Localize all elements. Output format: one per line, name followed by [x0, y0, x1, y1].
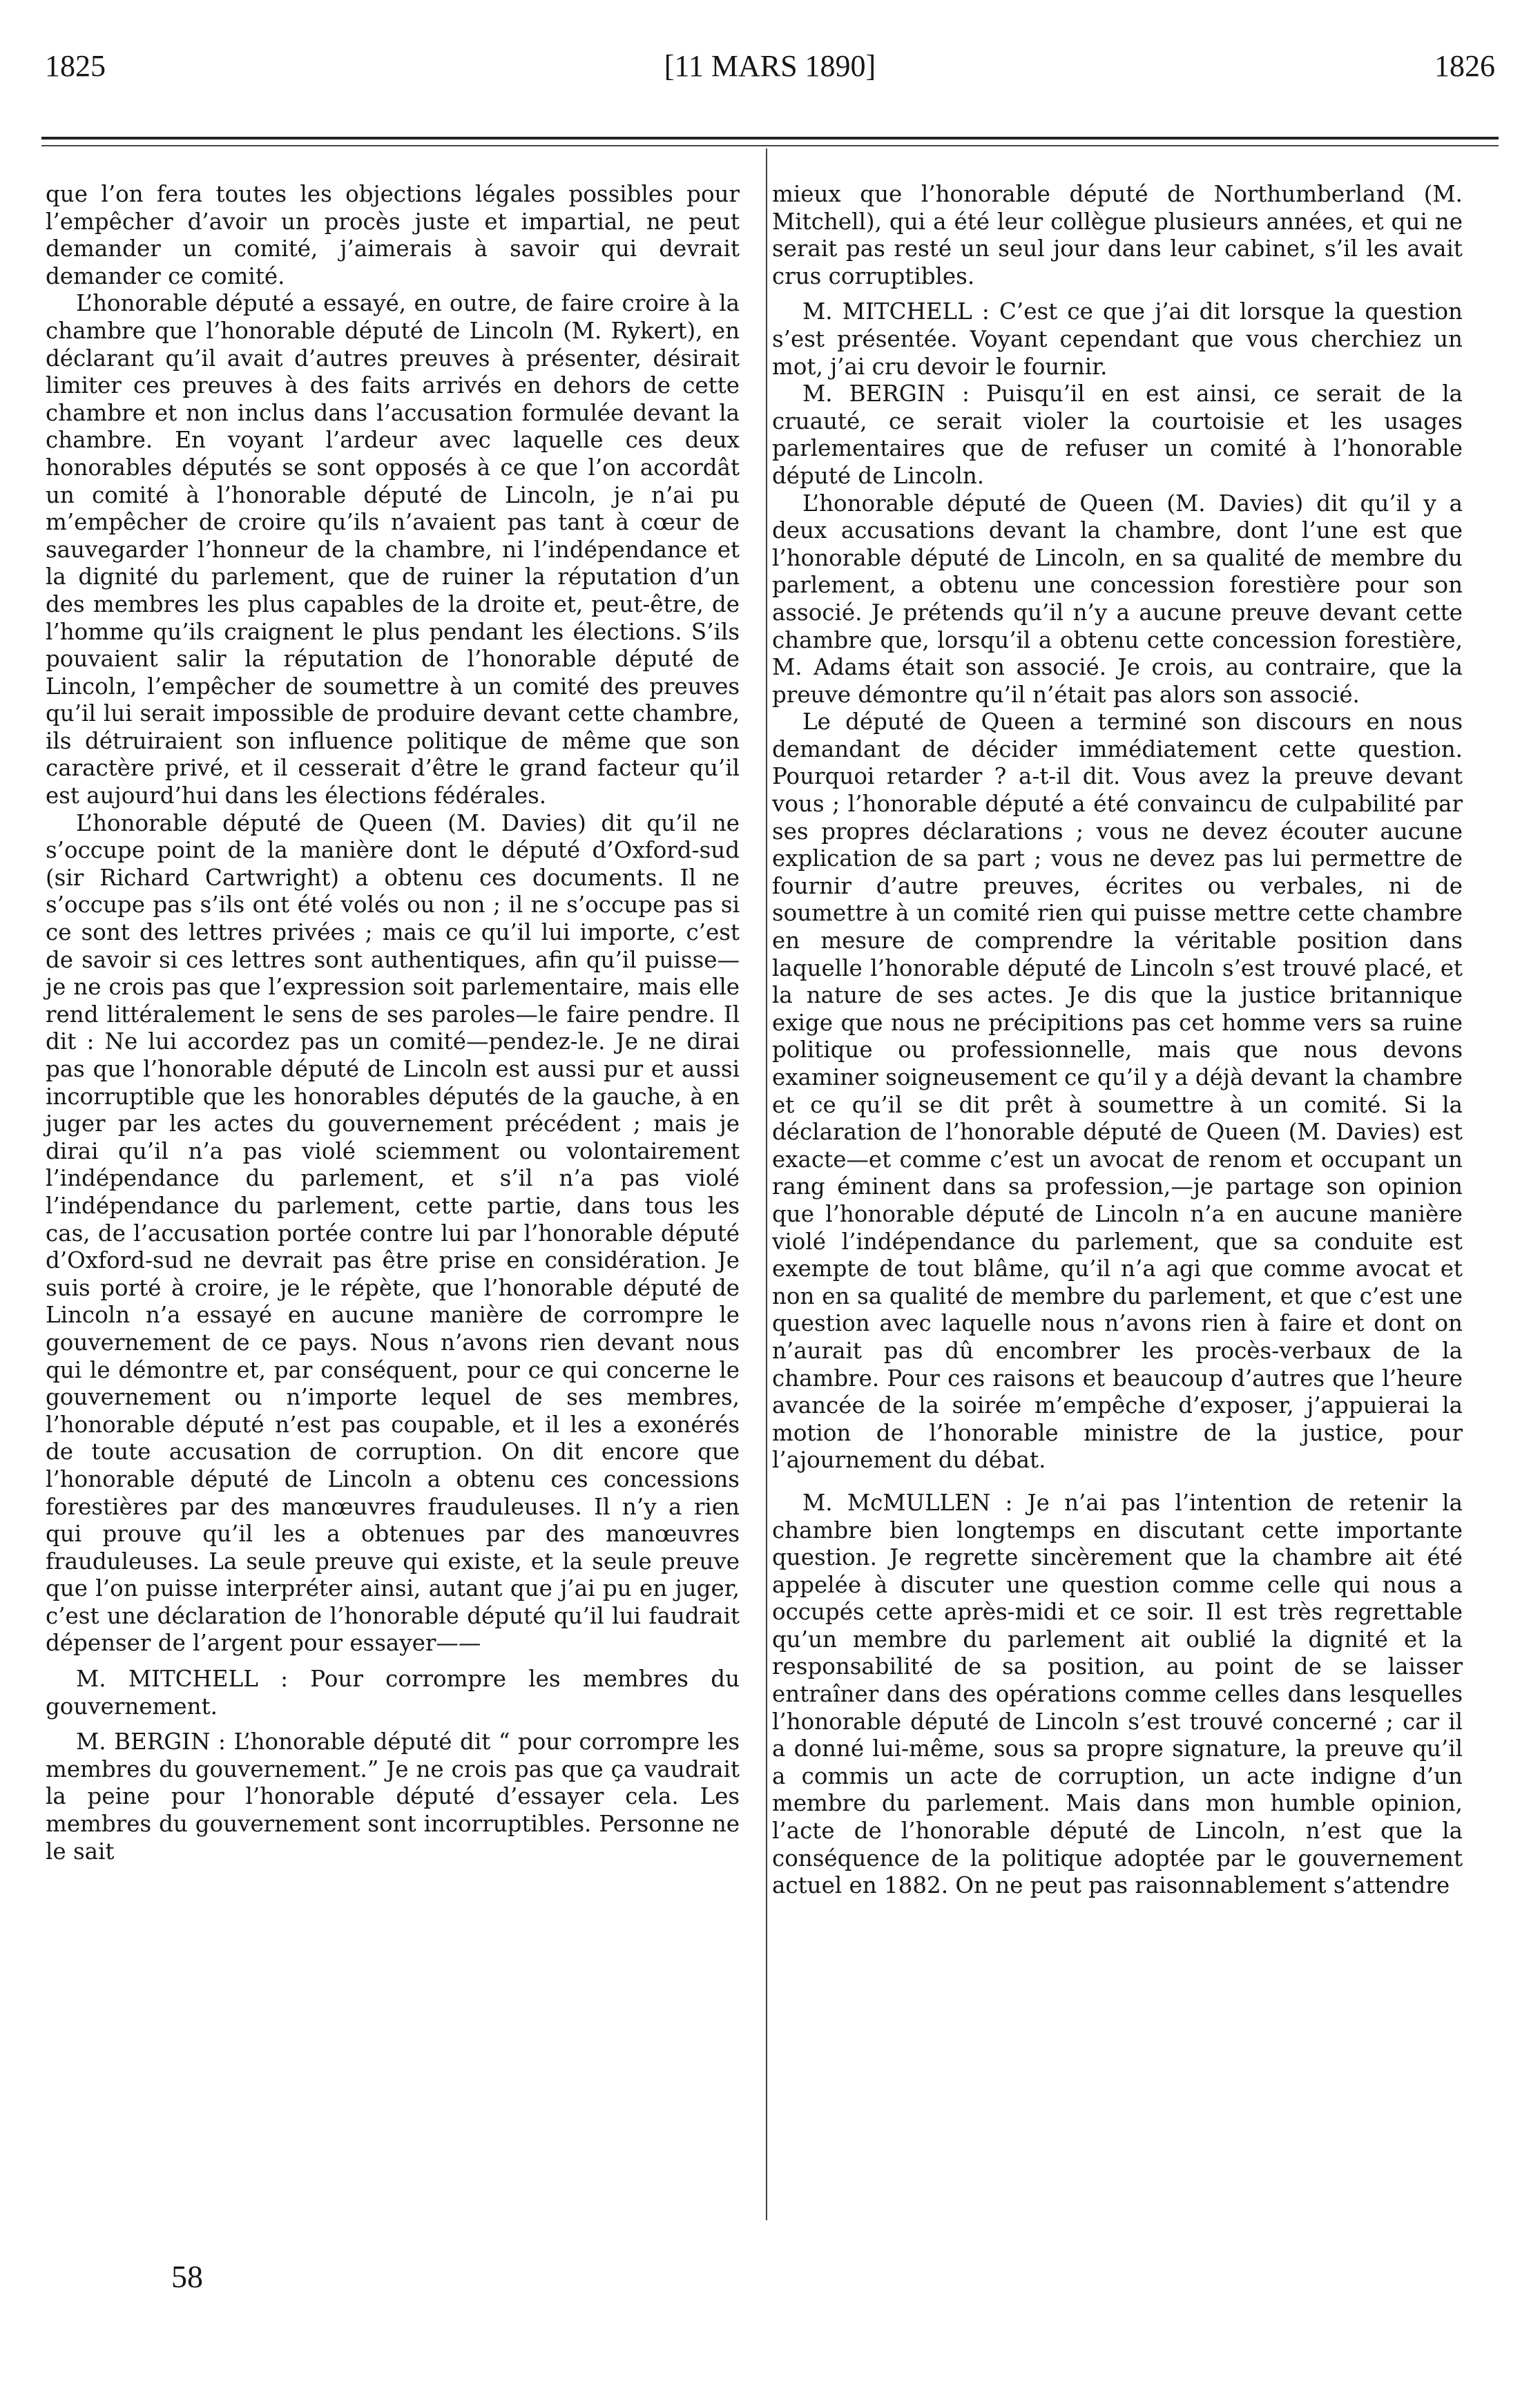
footer-page-number: 58	[171, 2259, 203, 2294]
right-page-number: 1826	[1434, 49, 1495, 83]
speaker-paragraph: M. BERGIN : L’honorable député dit “ pour corrompre les membres du gouvernement.” Je ne crois pas que ça vaudrait la peine pour l’honorable député d’essayer cela. Les membres du gouvernement sont incorruptibles. Personne ne le sait	[46, 1729, 740, 1865]
paragraph: L’honorable député de Queen (M. Davies) dit qu’il ne s’occupe point de la manière dont le député d’Oxford-sud (sir Richard Cartwright) a obtenu ces documents. Il ne s’occupe pas s’ils ont été volés ou non ; il ne s’occupe pas si ce sont des lettres privées ; mais ce qu’il lui importe, c’est de savoir si ces lettres sont authentiques, afin qu’il puisse—je ne crois pas que l’expression soit parlementaire, mais elle rend littéralement le sens de ses paroles—le faire pendre. Il dit : Ne lui accordez pas un comité—pendez-le. Je ne dirai pas que l’honorable député de Lincoln est aussi pur et aussi incorruptible que les honorables députés de la gauche, à en juger par les actes du gouvernement précédent ; mais je dirai qu’il n’a pas violé sciemment ou volontairement l’indépendance du parlement, et s’il n’a pas violé l’indépendance du parlement, cette partie, dans tous les cas, de l’accusation portée contre lui par l’honorable député d’Oxford-sud ne devrait pas être prise en considération. Je suis porté à croire, je le répète, que l’honorable député de Lincoln n’a essayé en aucune manière de corrompre le gouvernement de ce pays. Nous n’avons rien devant nous qui le démontre et, par conséquent, pour ce qui concerne le gouvernement ou n’importe lequel de ses membres, l’honorable député n’est pas coupable, et il les a exonérés de toute accusation de corruption. On dit encore que l’honorable député de Lincoln a obtenu ces concessions forestières par des manœuvres frauduleuses. Il n’y a rien qui prouve qu’il les a obtenues par des manœuvres frauduleuses. La seule preuve qui existe, et la seule preuve que l’on puisse interpréter ainsi, autant que j’ai pu en juger, c’est une déclaration de l’honorable député qu’il lui faudrait dépenser de l’argent pour essayer——	[46, 809, 740, 1657]
header-rule-thick	[41, 137, 1499, 139]
column-divider	[766, 148, 767, 2220]
header-rule-thin	[41, 145, 1499, 146]
paragraph: L’honorable député de Queen (M. Davies) dit qu’il y a deux accusations devant la chambre, dont l’une est que l’honorable député de Lincoln, en sa qualité de membre du parlement, a obtenu une concession forestière pour son associé. Je prétends qu’il n’y a aucune preuve devant cette chambre que, lorsqu’il a obtenu cette concession forestière, M. Adams était son associé. Je crois, au contraire, que la preuve démontre qu’il n’était pas alors son associé.	[772, 490, 1463, 708]
page-header	[38, 48, 1502, 97]
speaker-paragraph: M. MITCHELL : C’est ce que j’ai dit lorsque la question s’est présentée. Voyant cependant que vous cherchiez un mot, j’ai cru devoir le fournir.	[772, 298, 1463, 380]
right-column	[772, 181, 1463, 1900]
speaker-paragraph: M. MITCHELL : Pour corrompre les membres du gouvernement.	[46, 1666, 740, 1720]
left-column	[46, 181, 740, 1865]
paragraph: que l’on fera toutes les objections légales possibles pour l’empêcher d’avoir un procès juste et impartial, ne peut demander un comité, j’aimerais à savoir qui devrait demander ce comité.	[46, 181, 740, 289]
paragraph: Le député de Queen a terminé son discours en nous demandant de décider immédiatement cette question. Pourquoi retarder ? a-t-il dit. Vous avez la preuve devant vous ; l’honorable député a été convaincu de culpabilité par ses propres déclarations ; vous ne devez écouter aucune explication de sa part ; vous ne devez pas lui permettre de fournir d’autre preuves, écrites ou verbales, ni de soumettre à un comité rien qui puisse mettre cette chambre en mesure de comprendre la véritable position dans laquelle l’honorable député de Lincoln s’est trouvé placé, et la nature de ses actes. Je dis que la justice britannique exige que nous ne précipitions pas cet homme vers sa ruine politique ou professionnelle, mais que nous devons examiner soigneusement ce qu’il y a déjà devant la chambre et ce qu’il se dit prêt à soumettre à un comité. Si la déclaration de l’honorable député de Queen (M. Davies) est exacte—et comme c’est un avocat de renom et occupant un rang éminent dans sa profession,—je partage son opinion que l’honorable député de Lincoln n’a en aucune manière violé l’indépendance du parlement, que sa conduite est exempte de tout blâme, qu’il n’a agi que comme avocat et non en sa qualité de membre du parlement, et que c’est une question avec laquelle nous n’avons rien à faire et dont on n’aurait pas dû encombrer les procès-verbaux de la chambre. Pour ces raisons et beaucoup d’autres que l’heure avancée de la soirée m’empêche d’exposer, j’appuierai la motion de l’honorable ministre de la justice, pour l’ajournement du débat.	[772, 709, 1463, 1474]
speaker-paragraph: M. McMULLEN : Je n’ai pas l’intention de retenir la chambre bien longtemps en discutant cette importante question. Je regrette sincèrement que la chambre ait été appelée à discuter une question comme celle qui nous a occupés cette après-midi et ce soir. Il est très regrettable qu’un membre du parlement ait oublié la dignité et la responsabilité de sa position, au point de se laisser entraîner dans des opérations comme celles dans lesquelles l’honorable député de Lincoln s’est trouvé concerné ; car il a donné lui-même, sous sa propre signature, la preuve qu’il a commis un acte de corruption, un acte indigne d’un membre du parlement. Mais dans mon humble opinion, l’acte de l’honorable député de Lincoln, n’est que la conséquence de la politique adoptée par le gouvernement actuel en 1882. On ne peut pas raisonnablement s’attendre	[772, 1489, 1463, 1899]
header-date: [11 MARS 1890]	[664, 49, 876, 83]
paragraph: L’honorable député a essayé, en outre, de faire croire à la chambre que l’honorable député de Lincoln (M. Rykert), en déclarant qu’il avait d’autres preuves à présenter, désirait limiter ces preuves à des faits arrivés en dehors de cette chambre et non inclus dans l’accusation formulée devant la chambre. En voyant l’ardeur avec laquelle ces deux honorables députés se sont opposés à ce que l’on accordât un comité à l’honorable député de Lincoln, je n’ai pu m’empêcher de croire qu’ils n’avaient pas tant à cœur de sauvegarder l’honneur de la chambre, ni l’indépendance et la dignité du parlement, que de ruiner la réputation d’un des membres les plus capables de la droite et, peut-être, de l’homme qu’ils craignent le plus pendant les élections. S’ils pouvaient salir la réputation de l’honorable député de Lincoln, l’empêcher de soumettre à un comité des preuves qu’il lui serait impossible de produire devant cette chambre, ils détruiraient son influence politique de même que son caractère privé, et il cesserait d’être le grand facteur qu’il est aujourd’hui dans les élections fédérales.	[46, 290, 740, 809]
speaker-paragraph: M. BERGIN : Puisqu’il en est ainsi, ce serait de la cruauté, ce serait violer la courtoisie et les usages parlementaires que de refuser un comité à l’honorable député de Lincoln.	[772, 381, 1463, 489]
left-page-number: 1825	[45, 49, 106, 83]
paragraph: mieux que l’honorable député de Northumberland (M. Mitchell), qui a été leur collègue plusieurs années, et qui ne serait pas resté un seul jour dans leur cabinet, s’il les avait crus corruptibles.	[772, 181, 1463, 289]
